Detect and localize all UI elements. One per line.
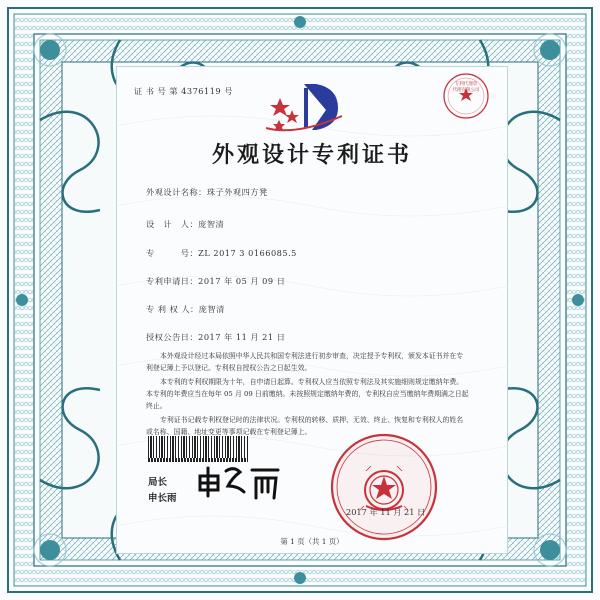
field-label: 专利申请日： xyxy=(146,276,199,286)
field-design-name xyxy=(146,187,268,198)
barcode xyxy=(148,436,248,458)
field-grant-date xyxy=(146,332,285,343)
signature-name: 申长雨 xyxy=(148,493,177,504)
field-value: 2017 年 05 月 09 日 xyxy=(198,276,286,286)
field-value: 庞智清 xyxy=(198,219,225,229)
agency-stamp-text xyxy=(448,82,484,94)
field-value: ZL 2017 3 0166085.5 xyxy=(198,248,297,258)
paragraph-term: 本专利的专利权期限为十年，自申请日起算。专利权人应当依照专利法及其实施细则规定缴纳年费。本专利的年费应当在每年 05 月 09 日前缴纳。未按照规定缴纳年费的，专利权自应当缴纳年费期满之日起终止。 xyxy=(146,378,469,411)
field-designer xyxy=(146,219,224,230)
agency-stamp-line2: 代理有限公司 xyxy=(452,88,480,93)
agency-stamp-line1: 专利代理章 xyxy=(454,82,478,87)
page-footer: 第 1 页（共 1 页） xyxy=(280,537,344,546)
field-label: 设 计 人： xyxy=(146,219,199,229)
official-seal xyxy=(332,435,436,539)
field-application-date xyxy=(146,276,285,287)
seal-date: 2017 年 11 月 21 日 xyxy=(346,507,426,517)
field-value: 珠子外观四方凳 xyxy=(206,187,268,197)
field-value: 庞智清 xyxy=(198,304,225,314)
field-patentee xyxy=(146,304,225,315)
certificate-title: 外观设计专利证书 xyxy=(211,142,412,168)
barcode-underline xyxy=(148,458,248,462)
field-patent-number xyxy=(146,248,297,259)
certificate-number: 证 书 号 第 4376119 号 xyxy=(134,86,233,96)
field-label: 专 利 权 人： xyxy=(146,304,199,314)
field-value: 2017 年 11 月 21 日 xyxy=(198,332,286,342)
signature-title: 局长 xyxy=(148,477,168,488)
paragraph-grant: 本外观设计经过本局依照中华人民共和国专利法进行初步审查，决定授予专利权，颁发本证书并在专利登记簿上予以登记。专利权自授权公告之日起生效。 xyxy=(146,352,464,373)
field-label: 外观设计名称： xyxy=(146,187,207,197)
field-label: 专 号： xyxy=(146,248,199,258)
field-label: 授权公告日： xyxy=(146,332,199,342)
certificate-paper xyxy=(116,66,508,554)
paragraph-status: 专利证书记载专利权登记时的法律状况。专利权的转移、质押、无效、终止、恢复和专利权人的姓名或名称、国籍、地址变更等事项记载在专利登记簿上。 xyxy=(146,416,464,437)
